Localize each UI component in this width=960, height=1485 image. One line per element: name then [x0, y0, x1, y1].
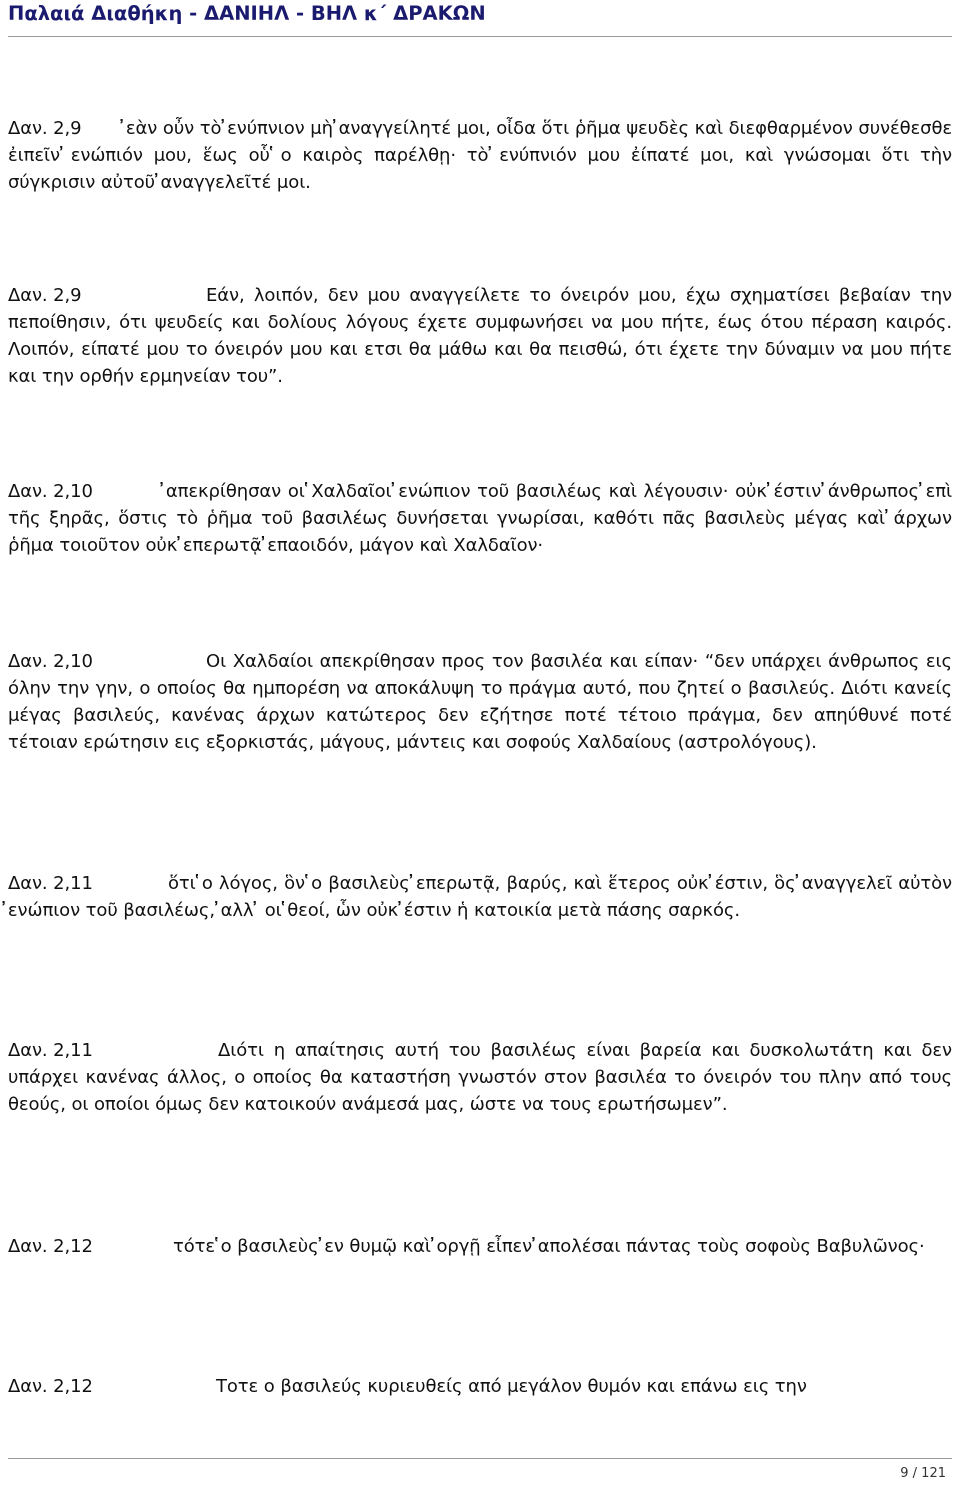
verse-text: τότε ̔ο βασιλεὺς ̓εν θυμῷ καὶ ̓οργῇ εἶπεν ̓απολέσαι πάντας τοὺς σοφοὺς Βαβυλῶνος· — [173, 1236, 925, 1257]
verse-block-ancient-2-11 — [8, 870, 952, 924]
verse-text: Τοτε ο βασιλεύς κυριευθείς από μεγάλον θυμόν και επάνω εις την — [216, 1376, 807, 1397]
page-header — [8, 2, 952, 42]
verse-block-modern-2-11 — [8, 1037, 952, 1118]
verse-block-ancient-2-12 — [8, 1233, 952, 1260]
verse-reference: Δαν. 2,9 — [8, 285, 82, 306]
verse-text: Εάν, λοιπόν, δεν μου αναγγείλετε το όνειρόν μου, έχω σχηματίσει βεβαίαν την πεποίθησιν, ότι ψευδείς και δολίους λόγους έχετε συμφωνήσει να μου πήτε, έως ότου πέραση καιρός. Λοιπόν, είπατέ μου το όνειρόν μου και ετσι θα μάθω και θα πεισθώ, ότι έχετε την δύναμιν να μου πήτε και την ορθήν ερμηνείαν του”. — [8, 285, 952, 387]
verse-text: Οι Χαλδαίοι απεκρίθησαν προς τον βασιλέα και είπαν· “δεν υπάρχει άνθρωπος εις όλην την γην, ο οποίος θα ημπορέση να αποκάλυψη το πράγμα αυτό, που ζητεί ο βασιλεύς. Διότι κανείς μέγας βασιλεύς, κανένας άρχων κατώτερος δεν εζήτησε ποτέ τέτοιο πράγμα, δεν απηύθυνέ ποτέ τέτοιαν ερώτησιν εις εξορκιστάς, μάγους, μάντεις και σοφούς Χαλδαίους (αστρολόγους). — [8, 651, 952, 753]
header-divider — [8, 36, 952, 37]
page-number: 9 / 121 — [900, 1466, 946, 1481]
verse-paragraph — [8, 1233, 952, 1260]
verse-text: ̓απεκρίθησαν οι ̔Χαλδαῖοι ̓ενώπιον τοῦ βασιλέως καὶ λέγουσιν· οὐκ ̓έστιν ̓άνθρωπος ̓επὶ τῆς ξηρᾶς, ὅστις τὸ ῥῆμα τοῦ βασιλέως δυνήσεται γνωρίσαι, καθότι πᾶς βασιλεὺς μέγας καὶ ̓άρχων ῥῆμα τοιοῦτον οὐκ ̓επερωτᾷ ̓επαοιδόν, μάγον καὶ Χαλδαῖον· — [8, 481, 952, 556]
verse-paragraph — [8, 870, 952, 924]
verse-paragraph — [8, 1037, 952, 1118]
verse-paragraph — [8, 282, 952, 390]
verse-block-modern-2-12 — [8, 1373, 952, 1400]
verse-reference: Δαν. 2,10 — [8, 651, 93, 672]
footer-divider — [8, 1458, 952, 1459]
verse-text: ὅτι ̔ο λόγος, ὃν ̔ο βασιλεὺς ̓επερωτᾷ, βαρύς, καὶ ἕτερος οὐκ ̓έστιν, ὃς ̓αναγγελεῖ αὐτὸν ̓ενώπιον τοῦ βασιλέως, ̓αλλ ̓ οι ̔θεοί, ὧν οὐκ ̓έστιν ἡ κατοικία μετὰ πάσης σαρκός. — [8, 873, 952, 921]
verse-reference: Δαν. 2,12 — [8, 1236, 93, 1257]
verse-paragraph — [8, 478, 952, 559]
verse-reference: Δαν. 2,11 — [8, 1040, 93, 1061]
verse-block-modern-2-10 — [8, 648, 952, 756]
verse-paragraph — [8, 115, 952, 196]
verse-block-ancient-2-9 — [8, 115, 952, 196]
verse-reference: Δαν. 2,11 — [8, 873, 93, 894]
verse-text: Διότι η απαίτησις αυτή του βασιλέως είναι βαρεία και δυσκολωτάτη και δεν υπάρχει κανένας άλλος, ο οποίος θα καταστήση γνωστόν στον βασιλέα το όνειρόν του πλην από τους θεούς, οι οποίοι όμως δεν κατοικούν ανάμεσά μας, ώστε να τους ερωτήσωμεν”. — [8, 1040, 952, 1115]
verse-reference: Δαν. 2,12 — [8, 1376, 93, 1397]
verse-block-ancient-2-10 — [8, 478, 952, 559]
verse-paragraph — [8, 648, 952, 756]
page-footer — [8, 1458, 952, 1481]
verse-block-modern-2-9 — [8, 282, 952, 390]
verse-reference: Δαν. 2,9 — [8, 118, 82, 139]
verse-paragraph — [8, 1373, 952, 1400]
verse-text: ̓εὰν οὖν τὸ ̓ενύπνιον μὴ ̓αναγγείλητέ μοι, οἶδα ὅτι ῥῆμα ψευδὲς καὶ διεφθαρμένον συνέθεσθε ἐιπεῖν ̓ενώπιόν μου, ἕως οὗ ̔ο καιρὸς παρέλθῃ· τὸ ̓ενύπνιόν μου ἐίπατέ μοι, καὶ γνώσομαι ὅτι τὴν σύγκρισιν αὐτοῦ ̓αναγγελεῖτέ μοι. — [8, 118, 952, 193]
document-title: Παλαιά Διαθήκη - ΔΑΝΙΗΛ - ΒΗΛ κ΄ ΔΡΑΚΩΝ — [8, 2, 486, 25]
verse-reference: Δαν. 2,10 — [8, 481, 93, 502]
